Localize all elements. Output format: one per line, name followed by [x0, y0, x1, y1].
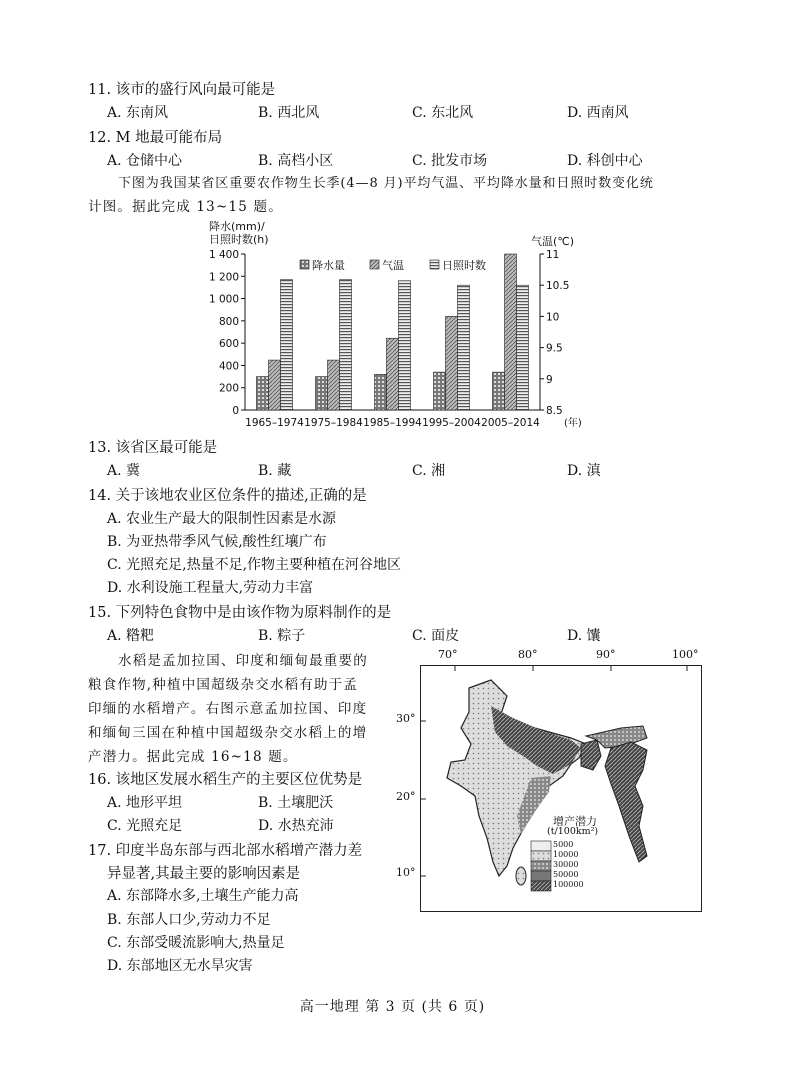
- q12-stem: 12. M 地最可能布局: [88, 130, 223, 146]
- q13-option-b: B. 藏: [258, 463, 292, 479]
- q16-option-d: D. 水热充沛: [258, 818, 334, 834]
- right-tick-label: 9: [546, 373, 553, 386]
- intro2-line-3: 印缅的水稻增产。右图示意孟加拉国、印度: [88, 701, 368, 717]
- q12-option-b: B. 高档小区: [258, 153, 334, 169]
- climate-chart: [205, 220, 580, 455]
- bangladesh-shape: [581, 740, 601, 770]
- q11-option-b: B. 西北风: [258, 105, 320, 121]
- map-legend: [531, 841, 551, 891]
- right-tick-label: 10: [546, 311, 560, 324]
- q15-option-d: D. 馕: [567, 628, 601, 644]
- q14-option-a: A. 农业生产最大的限制性因素是水源: [107, 511, 337, 527]
- bar-气温-2: [387, 338, 399, 410]
- left-axis-title-line-2: 日照时数(h): [209, 233, 269, 246]
- q11-stem: 11. 该市的盛行风向最可能是: [88, 82, 276, 98]
- q11-option-d: D. 西南风: [567, 105, 629, 121]
- bar-日照时数-3: [458, 285, 470, 410]
- map-lon-90: 90°: [596, 648, 616, 661]
- q11-option-c: C. 东北风: [412, 105, 474, 121]
- map-lon-70: 70°: [438, 648, 458, 661]
- q17-option-a: A. 东部降水多,土壤生产能力高: [107, 888, 299, 904]
- legend-swatch-降水量: [300, 260, 309, 269]
- q15-option-b: B. 粽子: [258, 628, 306, 644]
- q16-option-a: A. 地形平坦: [107, 795, 183, 811]
- q12-option-c: C. 批发市场: [412, 153, 488, 169]
- map-legend-item-3: 30000: [553, 860, 579, 869]
- q11-option-a: A. 东南风: [107, 105, 169, 121]
- q17-option-d: D. 东部地区无水旱灾害: [107, 958, 253, 974]
- legend-swatch-气温: [370, 260, 379, 269]
- legend-label-日照时数: 日照时数: [442, 259, 486, 272]
- bar-降水量-4: [493, 372, 505, 410]
- map-legend-title: 增产潜力: [553, 815, 597, 828]
- x-tick-label: 1985–1994: [363, 417, 422, 429]
- left-tick-label: 600: [218, 338, 239, 351]
- map-legend-item-2: 10000: [553, 850, 579, 859]
- q17-option-b: B. 东部人口少,劳动力不足: [107, 912, 271, 928]
- bar-降水量-2: [375, 374, 387, 410]
- left-tick-label: 800: [218, 315, 239, 328]
- intro2-line-4: 和缅甸三国在种植中国超级杂交水稻上的增: [88, 725, 368, 741]
- q17-option-c: C. 东部受暖流影响大,热量足: [107, 935, 285, 951]
- left-axis-title-line-1: 降水(mm)/: [209, 220, 265, 233]
- q12-option-a: A. 仓储中心: [107, 153, 183, 169]
- q12-option-d: D. 科创中心: [567, 153, 643, 169]
- x-tick-label: 1975–1984: [304, 417, 363, 429]
- intro2-line-2: 粮食作物,种植中国超级杂交水稻有助于孟: [88, 677, 359, 693]
- q14-option-b: B. 为亚热带季风气候,酸性红壤广布: [107, 534, 327, 550]
- x-tick-label: 2005–2014: [481, 417, 540, 429]
- bar-日照时数-2: [399, 281, 411, 410]
- climate-bar-chart: [205, 220, 580, 455]
- myanmar-shape: [605, 742, 647, 862]
- q14-option-d: D. 水利设施工程量大,劳动力丰富: [107, 580, 314, 596]
- right-tick-label: 10.5: [546, 280, 570, 293]
- left-tick-label: 1 400: [208, 249, 239, 261]
- map-lat-20: 20°: [396, 790, 416, 803]
- right-axis-title: 气温(℃): [531, 235, 574, 248]
- q13-stem: 13. 该省区最可能是: [88, 440, 218, 456]
- intro-paragraph-line-2: 计图。据此完成 13~15 题。: [88, 199, 283, 215]
- q16-stem: 16. 该地区发展水稻生产的主要区位优势是: [88, 772, 363, 788]
- map-lon-100: 100°: [672, 648, 699, 661]
- bar-降水量-3: [434, 372, 446, 410]
- x-axis-unit: (年): [564, 418, 582, 429]
- x-tick-label: 1965–1974: [245, 417, 304, 429]
- q14-option-c: C. 光照充足,热量不足,作物主要种植在河谷地区: [107, 557, 402, 573]
- bar-降水量-0: [257, 377, 269, 410]
- map-legend-item-5: 100000: [553, 880, 584, 889]
- left-tick-label: 400: [218, 360, 239, 373]
- bar-日照时数-4: [517, 285, 529, 410]
- q13-option-a: A. 冀: [107, 463, 141, 479]
- legend-swatch-日照时数: [430, 260, 439, 269]
- x-tick-label: 1995–2004: [422, 417, 481, 429]
- left-tick-label: 200: [218, 382, 239, 395]
- map-lat-30: 30°: [396, 712, 416, 725]
- right-tick-label: 11: [546, 249, 560, 261]
- rice-potential-map: [420, 665, 702, 912]
- q16-option-b: B. 土壤肥沃: [258, 795, 334, 811]
- right-tick-label: 8.5: [546, 405, 563, 417]
- q17-stem-line-2: 异显著,其最主要的影响因素是: [107, 866, 301, 882]
- left-tick-label: 1 200: [208, 271, 239, 284]
- q15-option-c: C. 面皮: [412, 628, 460, 644]
- bar-气温-1: [328, 360, 340, 410]
- map-lon-80: 80°: [518, 648, 538, 661]
- bar-气温-4: [505, 254, 517, 410]
- legend-label-降水量: 降水量: [312, 259, 345, 272]
- legend-label-气温: 气温: [382, 259, 404, 272]
- map-legend-item-1: 5000: [553, 840, 574, 849]
- right-tick-label: 9.5: [546, 342, 563, 355]
- map-legend-item-4: 50000: [553, 870, 579, 879]
- q15-option-a: A. 糌粑: [107, 628, 155, 644]
- map-lat-10: 10°: [396, 866, 416, 879]
- q14-stem: 14. 关于该地农业区位条件的描述,正确的是: [88, 488, 367, 504]
- q17-stem-line-1: 17. 印度半岛东部与西北部水稻增产潜力差: [88, 843, 363, 859]
- bar-日照时数-0: [281, 280, 293, 410]
- sri-lanka-shape: [516, 867, 526, 885]
- intro2-line-5: 产潜力。据此完成 16~18 题。: [88, 749, 298, 765]
- left-tick-label: 0: [232, 405, 239, 417]
- q15-stem: 15. 下列特色食物中是由该作物为原料制作的是: [88, 605, 392, 621]
- intro2-line-1: 水稻是孟加拉国、印度和缅甸最重要的: [118, 653, 368, 669]
- bar-日照时数-1: [340, 280, 352, 410]
- q16-option-c: C. 光照充足: [107, 818, 183, 834]
- intro-paragraph-line-1: 下图为我国某省区重要农作物生长季(4—8 月)平均气温、平均降水量和日照时数变化统: [118, 176, 654, 191]
- q13-option-d: D. 滇: [567, 463, 601, 479]
- q13-option-c: C. 湘: [412, 463, 446, 479]
- page-footer: 高一地理 第 3 页 (共 6 页): [299, 999, 486, 1015]
- map-legend-unit: (t/100km²): [547, 826, 599, 837]
- bar-气温-0: [269, 360, 281, 410]
- bar-降水量-1: [316, 377, 328, 410]
- bar-气温-3: [446, 316, 458, 410]
- left-tick-label: 1 000: [208, 293, 239, 306]
